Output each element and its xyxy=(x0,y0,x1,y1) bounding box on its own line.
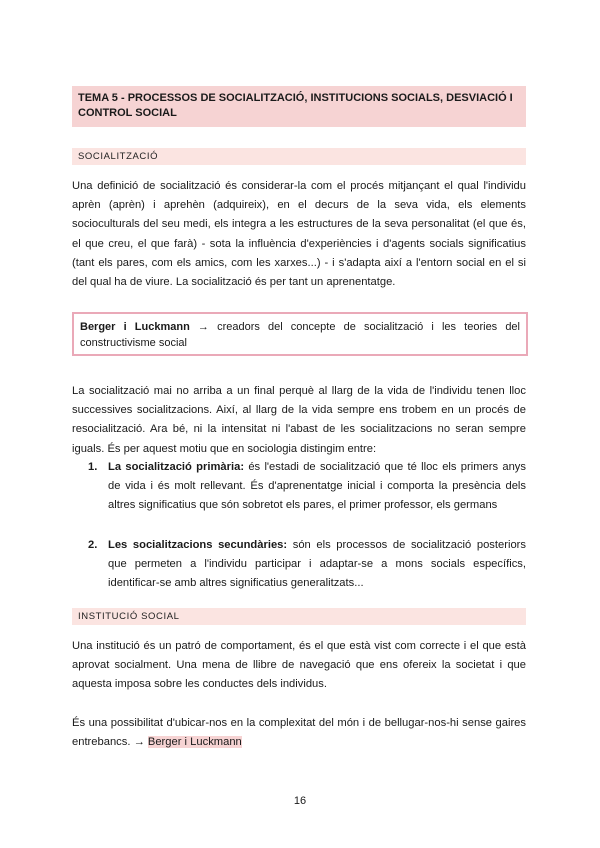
list-text: és l'estadi de socialització que té lloc els primers anys de vida i és molt rellevant. És d'aprenentatge inicial i comporta la presència dels altres significatius que són sobretot els pares, el primer professor, els germans xyxy=(108,461,526,512)
list-text: són els processos de socialització posteriors que permeten a l'individu participar i adaptar-se a mons socials específics, identificar-se amb altres significatius generalitzats... xyxy=(108,539,526,590)
callout-text: → creadors del concepte de socialització i les teories del constructivisme social xyxy=(80,321,520,349)
list-term: Les socialitzacions secundàries: xyxy=(108,539,288,551)
callout-box xyxy=(72,312,528,356)
paragraph-resocialization: La socialització mai no arriba a un final perquè al llarg de la vida de l'individu tenen lloc successives socialitzacions. Així, al llarg de la vida sempre ens trobem en un procés de resocialització. Ara bé, ni la intensitat ni l'abast de les socialitzacions no seran sempre iguals. És per aquest motiu que en sociologia distingim entre: xyxy=(72,385,526,455)
list-term: La socialització primària: xyxy=(108,461,245,473)
paragraph-possibility xyxy=(72,714,526,752)
section-heading-institucio: INSTITUCIÓ SOCIAL xyxy=(72,608,526,625)
callout-author: Berger i Luckmann xyxy=(80,321,190,333)
page-number: 16 xyxy=(293,795,307,807)
section-heading-socialitzacio: SOCIALITZACIÓ xyxy=(72,148,526,165)
paragraph-possibility-text: És una possibilitat d'ubicar-nos en la complexitat del món i de bellugar-nos-hi sense gaires entrebancs. → xyxy=(72,717,526,749)
paragraph-institution: Una institució és un patró de comportament, és el que està vist com correcte i el que està aprovat socialment. Una mena de llibre de navegació que ens ofereix la societat i que aquesta imposa sobre les conductes dels individus. xyxy=(72,640,526,691)
highlighted-reference: Berger i Luckmann xyxy=(147,736,242,749)
paragraph-definition: Una definició de socialització és considerar-la com el procés mitjançant el qual l'individu aprèn (aprèn) i aprehèn (adquireix), en el decurs de la seva vida, els elements socioculturals del seu medi, els integra a les estructures de la seva personalitat (el que és, el que creu, el que farà) - sota la influència d'experiències i d'agents socials significatius (tant els pares, com els amics, com les xarxes...) - i s'adapta així a l'entorn social en el si del qual ha de viure. La socialització és per tant un aprenentatge. xyxy=(72,180,526,289)
list-number: 2. xyxy=(88,539,98,551)
list-number: 1. xyxy=(88,461,98,473)
list-item-secondary xyxy=(88,536,526,594)
list-item-primary xyxy=(88,458,526,516)
chapter-title: TEMA 5 - PROCESSOS DE SOCIALITZACIÓ, INSTITUCIONS SOCIALS, DESVIACIÓ I CONTROL SOCIAL xyxy=(72,86,526,127)
